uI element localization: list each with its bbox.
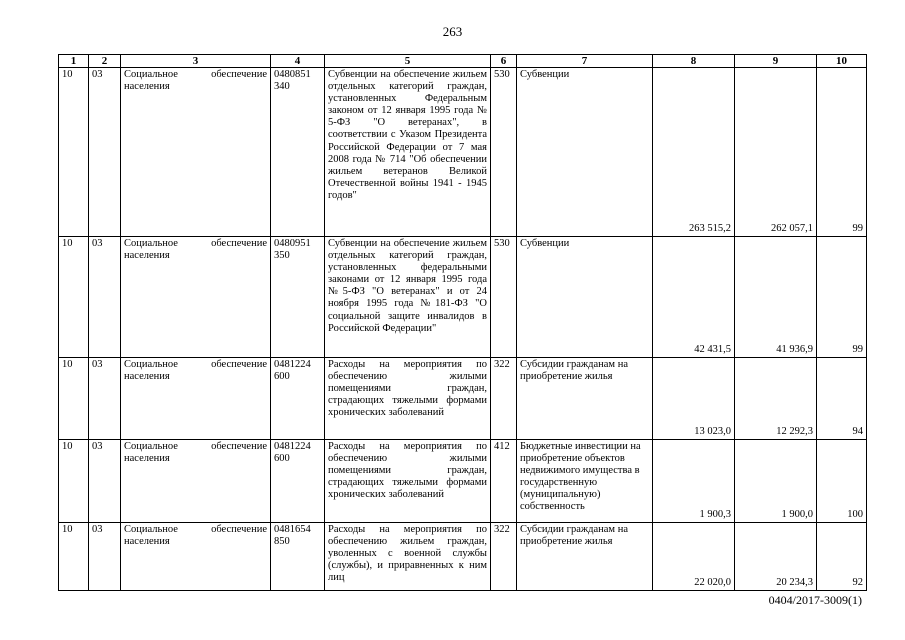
col8-cell: 22 020,0 (653, 523, 735, 591)
target-article-part-2: 600 (274, 371, 290, 383)
section-cell: 10 (59, 523, 89, 591)
expense-name-cell: Субсидии гражданам на приобретение жилья (517, 523, 653, 591)
name-line-1: Социальное обеспечение (124, 238, 267, 249)
description-cell: Субвенции на обеспечение жильем отдельных категорий граждан, установленных федеральными законами от 12 января 1995 года №5-ФЗ "О ветеранах" и от 24 ноября 1995 года №181-ФЗ "О социальной защите инвалидов в Российской Федерации" (325, 237, 491, 358)
target-article-part-1: 0481654 (274, 524, 311, 535)
col9-cell: 12 292,3 (735, 358, 817, 440)
description-cell: Расходы на мероприятия по обеспечению жилыми помещениями граждан, страдающих тяжелыми формами хронических заболеваний (325, 358, 491, 440)
name-line-1: Социальное обеспечение (124, 359, 267, 370)
target-article-cell (271, 358, 325, 440)
target-article-cell (271, 523, 325, 591)
col10-cell: 99 (817, 68, 867, 237)
col9-cell: 41 936,9 (735, 237, 817, 358)
name-line-1: Социальное обеспечение (124, 441, 267, 452)
col9-cell: 1 900,0 (735, 440, 817, 523)
table-row (59, 68, 867, 237)
header-col-2: 2 (89, 55, 121, 68)
header-row (59, 55, 867, 68)
header-col-10: 10 (817, 55, 867, 68)
name-cell (121, 523, 271, 591)
section-cell: 10 (59, 237, 89, 358)
target-article-part-2: 850 (274, 536, 290, 548)
section-cell: 10 (59, 440, 89, 523)
expense-type-cell: 412 (491, 440, 517, 523)
col8-cell: 13 023,0 (653, 358, 735, 440)
header-col-3: 3 (121, 55, 271, 68)
expense-name-cell: Субвенции (517, 237, 653, 358)
subsection-cell: 03 (89, 237, 121, 358)
table-row (59, 523, 867, 591)
col10-cell: 94 (817, 358, 867, 440)
expense-name-cell: Субвенции (517, 68, 653, 237)
target-article-part-1: 0481224 (274, 441, 311, 452)
name-line-2: населения (124, 371, 170, 383)
expense-type-cell: 530 (491, 68, 517, 237)
table-row (59, 440, 867, 523)
expense-type-cell: 530 (491, 237, 517, 358)
col9-cell: 20 234,3 (735, 523, 817, 591)
subsection-cell: 03 (89, 440, 121, 523)
header-col-1: 1 (59, 55, 89, 68)
subsection-cell: 03 (89, 358, 121, 440)
target-article-part-1: 0480851 (274, 69, 311, 80)
name-line-2: населения (124, 250, 170, 262)
subsection-cell: 03 (89, 68, 121, 237)
col8-cell: 263 515,2 (653, 68, 735, 237)
target-article-part-2: 340 (274, 81, 290, 93)
header-col-4: 4 (271, 55, 325, 68)
header-col-5: 5 (325, 55, 491, 68)
target-article-part-1: 0481224 (274, 359, 311, 370)
header-col-8: 8 (653, 55, 735, 68)
col9-cell: 262 057,1 (735, 68, 817, 237)
col10-cell: 92 (817, 523, 867, 591)
name-cell (121, 68, 271, 237)
description-cell: Расходы на мероприятия по обеспечению жильем граждан, уволенных с военной службы (службы), и приравненных к ним лиц (325, 523, 491, 591)
name-cell (121, 237, 271, 358)
name-line-1: Социальное обеспечение (124, 524, 267, 535)
section-cell: 10 (59, 68, 89, 237)
target-article-part-2: 350 (274, 250, 290, 262)
col10-cell: 99 (817, 237, 867, 358)
expense-name-cell: Субсидии гражданам на приобретение жилья (517, 358, 653, 440)
page-number: 263 (442, 24, 463, 39)
header-col-7: 7 (517, 55, 653, 68)
header-col-6: 6 (491, 55, 517, 68)
name-line-1: Социальное обеспечение (124, 69, 267, 80)
target-article-cell (271, 68, 325, 237)
name-line-2: населения (124, 81, 170, 93)
section-cell: 10 (59, 358, 89, 440)
table-row (59, 237, 867, 358)
col10-cell: 100 (817, 440, 867, 523)
name-cell (121, 440, 271, 523)
col8-cell: 42 431,5 (653, 237, 735, 358)
table-row (59, 358, 867, 440)
name-line-2: населения (124, 536, 170, 548)
description-cell: Субвенции на обеспечение жильем отдельных категорий граждан, установленных Федеральным законом от 12 января 1995 года № 5-ФЗ "О ветеранах", в соответствии с Указом Президента Российской Федерации от 7 мая 2008 года № 714 "Об обеспечении жильем ветеранов Великой Отечественной войны 1941 - 1945 годов" (325, 68, 491, 237)
name-line-2: населения (124, 453, 170, 465)
header-col-9: 9 (735, 55, 817, 68)
document-code: 0404/2017-3009(1) (768, 593, 862, 607)
description-cell: Расходы на мероприятия по обеспечению жилыми помещениями граждан, страдающих тяжелыми формами хронических заболеваний (325, 440, 491, 523)
expense-type-cell: 322 (491, 523, 517, 591)
name-cell (121, 358, 271, 440)
col8-cell: 1 900,3 (653, 440, 735, 523)
target-article-part-1: 0480951 (274, 238, 311, 249)
budget-table (58, 54, 867, 591)
target-article-cell (271, 237, 325, 358)
target-article-cell (271, 440, 325, 523)
target-article-part-2: 600 (274, 453, 290, 465)
expense-type-cell: 322 (491, 358, 517, 440)
subsection-cell: 03 (89, 523, 121, 591)
expense-name-cell: Бюджетные инвестиции на приобретение объектов недвижимого имущества в государственную (муниципальную) собственность (517, 440, 653, 523)
